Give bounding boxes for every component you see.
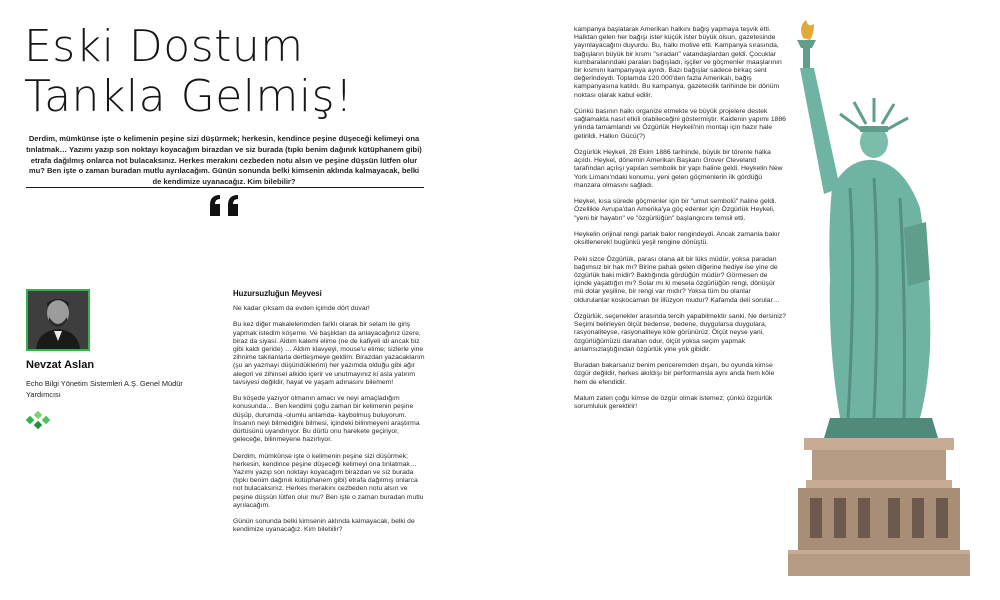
company-logo-icon [26, 411, 50, 429]
paragraph: Heykel, kısa sürede göçmenler için bir "umut sembolü" haline geldi. Özellikle Avrupa'dan Amerika'ya göç edenler için Özgürlük Heykeli, "yeni bir hayatın" ve "özgürlüğün" başlangıcını temsil etti. [574, 198, 777, 222]
paragraph: Çünkü basının halkı organize etmekte ve büyük projelere destek sağlamakta nasıl etkili olabileceğini göstermiştir. Kaidenin yapımı 1886 yılında tamamlandı ve Özgürlük Heykeli'nin montajı için hazır hale getirildi. Halkın Gücü(?) [574, 108, 786, 140]
paragraph: Derdim, mümkünse işte o kelimenin peşine sizi düşürmek; herkesin, kendince peşine düşeceği kelimeyi ona tınlatmak… Yazımı yazıp son noktayı koyacağım birazdan ve siz burada (tıpkı benim dağınık kütüphanem gibi) etrafa dağılmış onlarca not bulacaksınız. Herkes merakını cezbeden notu alsın ve peşine düşsün lütfen olur mu? Ben işte o zaman buradan mutlu ayrılacağım. [233, 452, 424, 509]
author-name: Nevzat Aslan [26, 359, 95, 371]
portrait-image [28, 291, 88, 349]
paragraph: Bu köşede yazıyor olmanın amacı ve neyi amaçladığım konusunda… Ben kendimi çoğu zaman bir kelimenin peşine düşüp, durumda -olumlu anlamda- kaybolmuş buluyorum. İnsanın neyi bilmediğini bilmesi, içindeki bilinmeyeni araştırma dürtüsünü uyandırıyor. Bu dürtü onu harekete geçiriyor, geleceğe, bilinmeyene hazırlıyor. [233, 395, 420, 444]
paragraph: Günün sonunda belki kimsenin aklında kalmayacak, belki de kendimize uyanacağız. Kim bilebilir? [233, 518, 415, 534]
statue-of-liberty-image [770, 18, 980, 576]
paragraph: Heykelin orijinal rengi parlak bakır rengindeydi. Ancak zamanla bakır oksitlenerek! bugünkü yeşil rengine dönüştü. [574, 231, 780, 247]
paragraph: Özgürlük, seçenekler arasında tercih yapabilmektir sanki. Ne dersiniz? Seçimi belirleyen ölçüt bedense, bedene, duygularsa duygulara, rasyonaliteyse, rasyonaliteye köle görünürüz. Ölçüt neyse yani, özgürlüğümüzü daraltan odur, ölçüt yoksa seçim yapmak anlamsızlaştığından özgürlük yine yok gibidir. [574, 313, 786, 353]
article-column-right [574, 26, 786, 420]
paragraph: kampanya başlatarak Amerikan halkını bağış yapmaya teşvik etti. Halktan gelen her bağışı ister küçük ister büyük olsun, gazetesinde yayınlayacağını duyurdu. Bu, halkı motive etti. Kampanya sırasında, bağışların büyük bir kısmı "sıradan" vatandaşlardan geldi. Çocuklar kumbaralarındaki paraları bağışladı, işçiler ve göçmenler maaşlarının bir kısmını kampanyaya ayırdı. Bazı bağışlar sadece birkaç sent değerindeydi. Toplamda 120.000'den fazla Amerikalı, bağış kampanyasına katıldı. Bu kampanya, gazetecilik tarihinde bir dönüm noktası olarak kabul edilir. [574, 26, 782, 99]
quote-icon [208, 193, 248, 219]
paragraph: Ne kadar çıksam da evden içimde dört duvar! [233, 305, 370, 312]
paragraph: Peki sizce Özgürlük, parası olana ait bir lüks müdür, yoksa paradan bağımsız bir hak mı? Birine pahalı gelen diğerine hediye ise yine de özgürlük baki midir? Baktığında gördüğün müdür? Görmesen de içinde yaşattığın mı? Solar mı ki mesela özgürlüğün rengi, dönüşür mü dolar yeşiline, bir rengi var mıdır? Yoksa tüm bu olanlar oldurulanlar koskocaman bir illüzyon mudur? Kafamda deli sorular… [574, 255, 780, 304]
paragraph: Malum zaten çoğu kimse de özgür olmak istemez; çünkü özgürlük sorumluluk gerektirir! [574, 395, 773, 411]
section-heading: Huzursuzluğun Meyvesi [233, 289, 322, 298]
title-line-2: Tankla Gelmiş! [24, 71, 354, 122]
paragraph: Özgürlük Heykeli, 28 Ekim 1886 tarihinde, büyük bir törenle halka açıldı. Heykel, dönemin Amerikan Başkanı Grover Cleveland tarafından açılışı yapılan sembolik bir yapı haline geldi. Heykelin New York Limanı'ndaki konumu, yeni gelen göçmenlerin ilk gördüğü manzara olmasını sağladı. [574, 149, 783, 189]
lead-paragraph: Derdim, mümkünse işte o kelimenin peşine sizi düşürmek; herkesin, kendince peşine düşeceği kelimeyi ona tınlatmak… Yazımı yazıp son noktayı koyacağım birazdan ve siz burada (tıpkı benim dağınık kütüphanem gibi) etrafa dağılmış onlarca not bulacaksınız. Herkes merakını cezbeden notu alsın ve peşine düşsün lütfen olur mu? Ben işte o zaman buradan mutlu ayrılacağım. Günün sonunda belki kimsenin aklında kalmayacak, belki de kendimize uyanacağız. Kim bilebilir? [26, 134, 422, 187]
article-column-left [233, 289, 428, 543]
paragraph: Buradan bakarsanız benim penceremden dışarı, bu oyunda kimse özgür değildir, herkes akıldışı bir performansla aynı anda hem köle hem de efendidir. [574, 362, 775, 386]
author-role: Echo Bilgi Yönetim Sistemleri A.Ş. Genel Müdür Yardımcısı [26, 379, 183, 399]
title-line-1: Eski Dostum [24, 21, 304, 72]
author-photo [26, 289, 90, 351]
divider [26, 187, 424, 188]
article-title [24, 22, 444, 122]
paragraph: Bu kez diğer makalelerimden farklı olarak bir selam ile giriş yapmak istedim köşeme. Ve başlıktan da anlayacağınız üzere, biraz da siyasi. Aldım kalemi elime (ne de kafiyeli idi ancak biz gibi kaldı geride) … Aldım klavyeyi, mouse'u elime; sizlerle yine zihnime takılanlarla dertleşmeye geldim. Birazdan yazacaklarım (şu an yazmayı düşündüklerim) her yazımda olduğu gibi ağır alegori ve zihinsel alkido içerir ve unutmayınız ki asla yatırım tavsiyesi değildir, hayat ve yaşam adınasını bilemem! [233, 321, 425, 386]
